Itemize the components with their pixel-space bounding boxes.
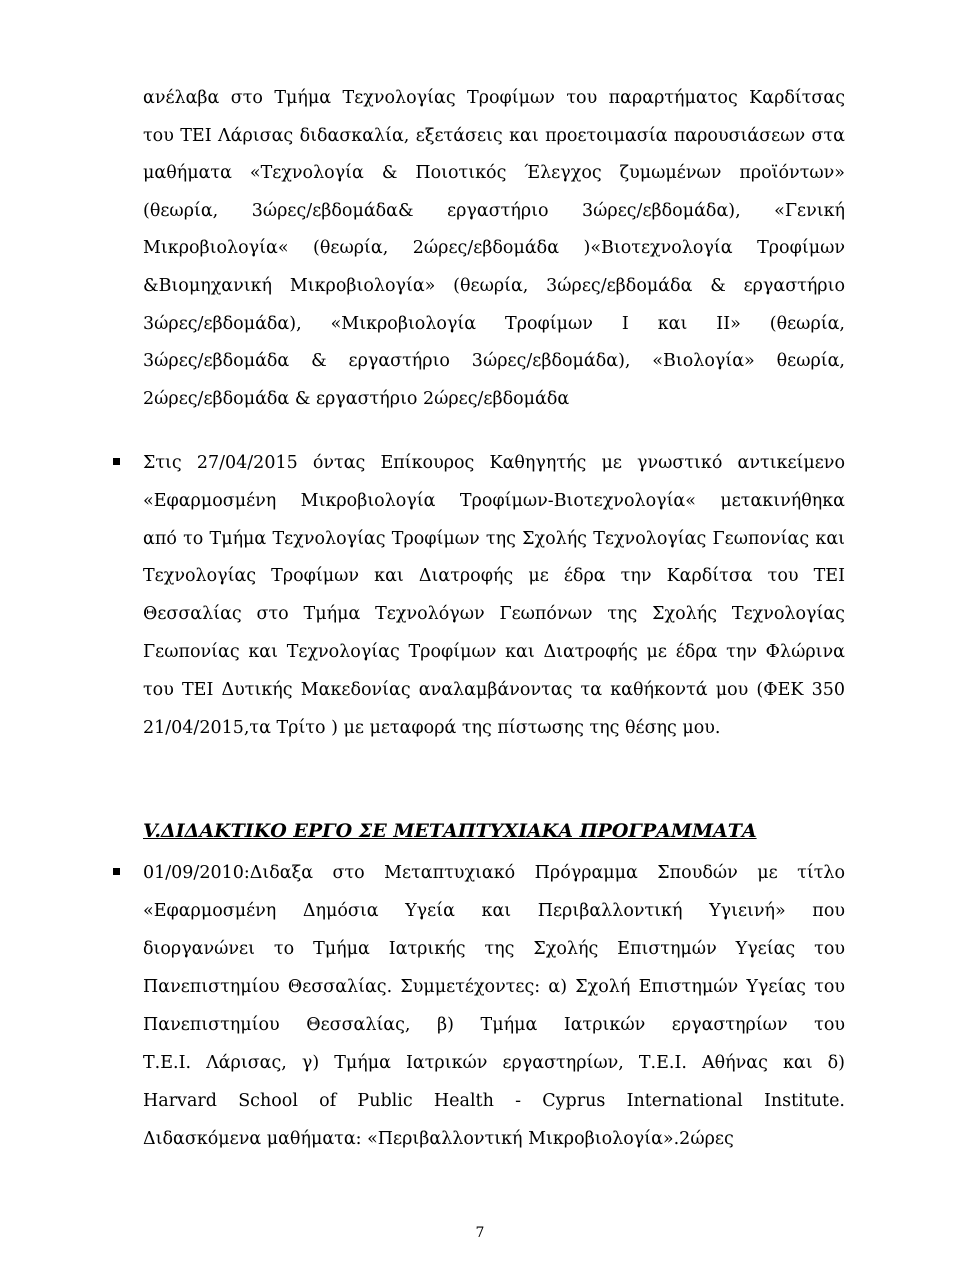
paragraph-3-line-2: «Εφαρμοσμένη Δημόσια Υγεία και Περιβαλλοντική Υγιεινή» που (143, 901, 845, 921)
paragraph-1-line-6: &Βιομηχανική Μικροβιολογία» (θεωρία, 3ώρες/εβδομάδα & εργαστήριο (143, 276, 845, 296)
paragraph-3-line-6: Τ.Ε.Ι. Λάρισας, γ) Τμήμα Ιατρικών εργαστηρίων, Τ.Ε.Ι. Αθήνας και δ) (143, 1053, 845, 1073)
paragraph-2-line-3: από το Τμήμα Τεχνολογίας Τροφίμων της Σχολής Τεχνολογίας Γεωπονίας και (143, 529, 845, 549)
paragraph-1-line-3: μαθήματα «Τεχνολογία & Ποιοτικός Έλεγχος ζυμωμένων προϊόντων» (143, 163, 845, 183)
paragraph-1-line-7: 3ώρες/εβδομάδα), «Μικροβιολογία Τροφίμων Ι και ΙΙ» (θεωρία, (143, 314, 845, 334)
paragraph-1-line-8: 3ώρες/εβδομάδα & εργαστήριο 3ώρες/εβδομάδα), «Βιολογία» θεωρία, (143, 351, 845, 371)
page-number: 7 (475, 1225, 485, 1241)
paragraph-2-line-7: του ΤΕΙ Δυτικής Μακεδονίας αναλαμβάνοντας τα καθήκοντά μου (ΦΕΚ 350 (143, 680, 845, 700)
paragraph-3-line-5: Πανεπιστημίου Θεσσαλίας, β) Τμήμα Ιατρικών εργαστηρίων του (143, 1015, 845, 1035)
section-heading: V.ΔΙΔΑΚΤΙΚΟ ΕΡΓΟ ΣΕ ΜΕΤΑΠΤΥΧΙΑΚΑ ΠΡΟΓΡΑΜΜΑΤΑ (143, 820, 757, 842)
paragraph-1-line-5: Μικροβιολογία« (θεωρία, 2ώρες/εβδομάδα )«Βιοτεχνολογία Τροφίμων (143, 238, 845, 258)
paragraph-3-line-8: Διδασκόμενα μαθήματα: «Περιβαλλοντική Μικροβιολογία».2ώρες (143, 1129, 734, 1149)
bullet-icon (113, 868, 120, 875)
paragraph-3-line-7: Harvard School of Public Health - Cyprus International Institute. (143, 1091, 845, 1111)
bullet-icon (113, 458, 120, 465)
paragraph-2-line-8: 21/04/2015,τα Τρίτο ) με μεταφορά της πίστωσης της θέσης μου. (143, 718, 721, 738)
paragraph-1-line-9: 2ώρες/εβδομάδα & εργαστήριο 2ώρες/εβδομάδα (143, 389, 570, 409)
paragraph-3-line-4: Πανεπιστημίου Θεσσαλίας. Συμμετέχοντες: α) Σχολή Επιστημών Υγείας του (143, 977, 845, 997)
paragraph-3-line-1: 01/09/2010:Διδαξα στο Μεταπτυχιακό Πρόγραμμα Σπουδών με τίτλο (143, 863, 845, 883)
paragraph-2-line-5: Θεσσαλίας στο Τμήμα Τεχνολόγων Γεωπόνων της Σχολής Τεχνολογίας (143, 604, 845, 624)
paragraph-1-line-1: ανέλαβα στο Τμήμα Τεχνολογίας Τροφίμων του παραρτήματος Καρδίτσας (143, 88, 845, 108)
paragraph-3-line-3: διοργανώνει το Τμήμα Ιατρικής της Σχολής Επιστημών Υγείας του (143, 939, 845, 959)
paragraph-2-line-4: Τεχνολογίας Τροφίμων και Διατροφής με έδρα την Καρδίτσα του ΤΕΙ (143, 566, 845, 586)
paragraph-1-line-4: (θεωρία, 3ώρες/εβδομάδα& εργαστήριο 3ώρες/εβδομάδα), «Γενική (143, 201, 845, 221)
paragraph-2-line-1: Στις 27/04/2015 όντας Επίκουρος Καθηγητής με γνωστικό αντικείμενο (143, 453, 845, 473)
paragraph-2-line-2: «Εφαρμοσμένη Μικροβιολογία Τροφίμων-Βιοτεχνολογία« μετακινήθηκα (143, 491, 845, 511)
paragraph-1-line-2: του ΤΕΙ Λάρισας διδασκαλία, εξετάσεις και προετοιμασία παρουσιάσεων στα (143, 126, 845, 146)
paragraph-2-line-6: Γεωπονίας και Τεχνολογίας Τροφίμων και Διατροφής με έδρα την Φλώρινα (143, 642, 845, 662)
